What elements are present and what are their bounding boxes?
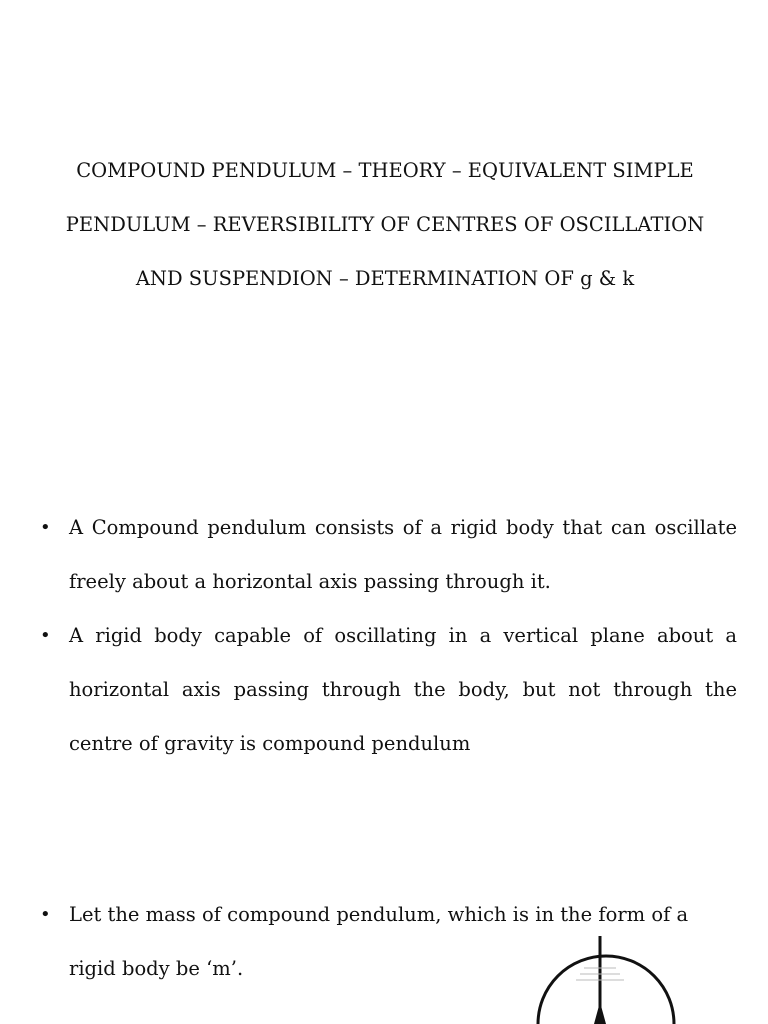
title-line-1: COMPOUND PENDULUM – THEORY – EQUIVALENT SIMPLE (76, 159, 694, 182)
bullet-text (69, 501, 737, 609)
bullet-line: horizontal axis passing through the body, but not through the (69, 678, 737, 701)
bullet-marker: • (40, 625, 51, 646)
bullet-line: freely about a horizontal axis passing through it. (69, 570, 551, 593)
bullet-marker: • (40, 517, 51, 538)
bullet-line: A rigid body capable of oscillating in a vertical plane about a (69, 624, 737, 647)
bullet-line: rigid body be ‘m’. (69, 957, 244, 980)
bullet-text (69, 609, 737, 771)
document-title (40, 144, 730, 306)
bullet-marker: • (40, 904, 51, 925)
title-line-3: AND SUSPENDION – DETERMINATION OF g & k (135, 267, 635, 290)
arrow-head-icon (594, 1002, 606, 1024)
bullet-line: centre of gravity is compound pendulum (69, 732, 471, 755)
pendulum-body-outline (538, 956, 674, 1024)
compound-pendulum-figure (520, 930, 690, 1024)
bullet-line: Let the mass of compound pendulum, which is in the form of a (69, 903, 689, 926)
title-line-2: PENDULUM – REVERSIBILITY OF CENTRES OF OSCILLATION (65, 213, 705, 236)
bullet-line: A Compound pendulum consists of a rigid body that can oscillate (69, 516, 737, 539)
